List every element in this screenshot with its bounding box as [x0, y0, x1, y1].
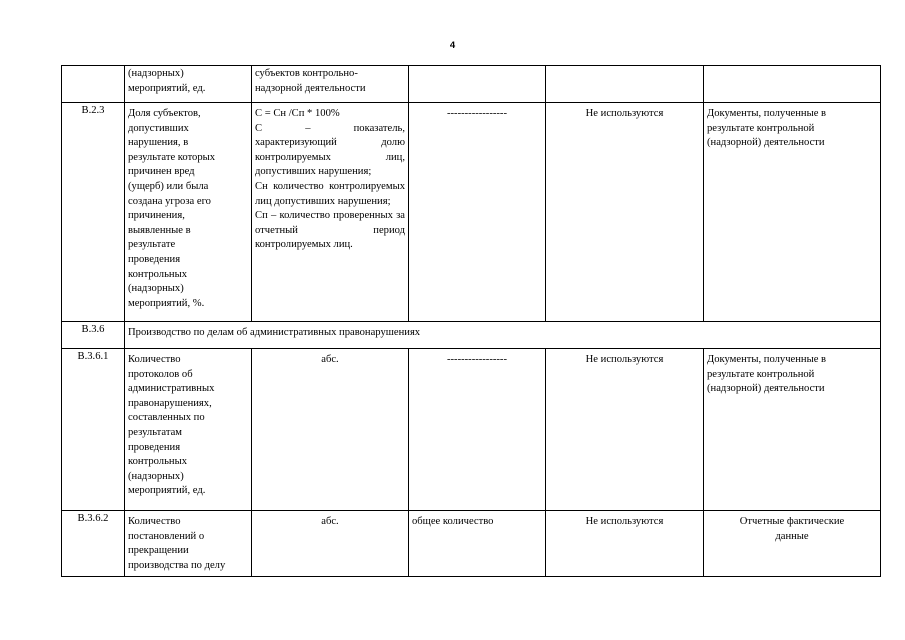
formula-cell: С = Сн /Сп * 100% С – показатель, характеризующий долю контролируемых лиц, допустивших нарушения; Сн количество контролируемых лиц допустивших нарушения; Сп – количество проверенных за отчетный период контролируемых лиц. — [252, 103, 409, 322]
indicator-name-cell: Количество протоколов об административных правонарушениях, составленных по результатам проведения контрольных (надзорных) мероприятий, ед. — [125, 349, 252, 511]
page-number: 4 — [449, 40, 456, 51]
column-5-cell: Не используются — [546, 511, 704, 577]
column-6-cell — [704, 66, 881, 103]
column-4-cell — [409, 66, 546, 103]
table-row-b3-6-1 — [62, 349, 881, 511]
table-row-b3-6-2 — [62, 511, 881, 577]
column-5-cell: Не используются — [546, 103, 704, 322]
code-cell: В.3.6.2 — [62, 511, 125, 577]
code-cell: В.3.6.1 — [62, 349, 125, 511]
column-6-cell: Документы, полученные в результате контрольной (надзорной) деятельности — [704, 103, 881, 322]
column-5-cell — [546, 66, 704, 103]
column-6-cell: Документы, полученные в результате контрольной (надзорной) деятельности — [704, 349, 881, 511]
indicators-table — [61, 65, 881, 577]
table-row-b2-3 — [62, 103, 881, 322]
formula-cell: абс. — [252, 349, 409, 511]
column-4-cell: общее количество — [409, 511, 546, 577]
indicator-name-cell: Количество постановлений о прекращении производства по делу — [125, 511, 252, 577]
table-row-b3-6 — [62, 322, 881, 349]
table-row-continuation — [62, 66, 881, 103]
code-cell — [62, 66, 125, 103]
indicator-name-cell: Доля субъектов, допустивших нарушения, в результате которых причинен вред (ущерб) или была создана угроза его причинения, выявленные в результате проведения контрольных (надзорных) мероприятий, %. — [125, 103, 252, 322]
code-cell: В.3.6 — [62, 322, 125, 349]
column-5-cell: Не используются — [546, 349, 704, 511]
column-4-cell: ----------------- — [409, 103, 546, 322]
column-6-cell: Отчетные фактические данные — [704, 511, 881, 577]
section-title-cell: Производство по делам об административных правонарушениях — [125, 322, 881, 349]
indicator-name-cell: (надзорных) мероприятий, ед. — [125, 66, 252, 103]
formula-cell: субъектов контрольно- надзорной деятельности — [252, 66, 409, 103]
column-4-cell: ----------------- — [409, 349, 546, 511]
formula-cell: абс. — [252, 511, 409, 577]
code-cell: В.2.3 — [62, 103, 125, 322]
